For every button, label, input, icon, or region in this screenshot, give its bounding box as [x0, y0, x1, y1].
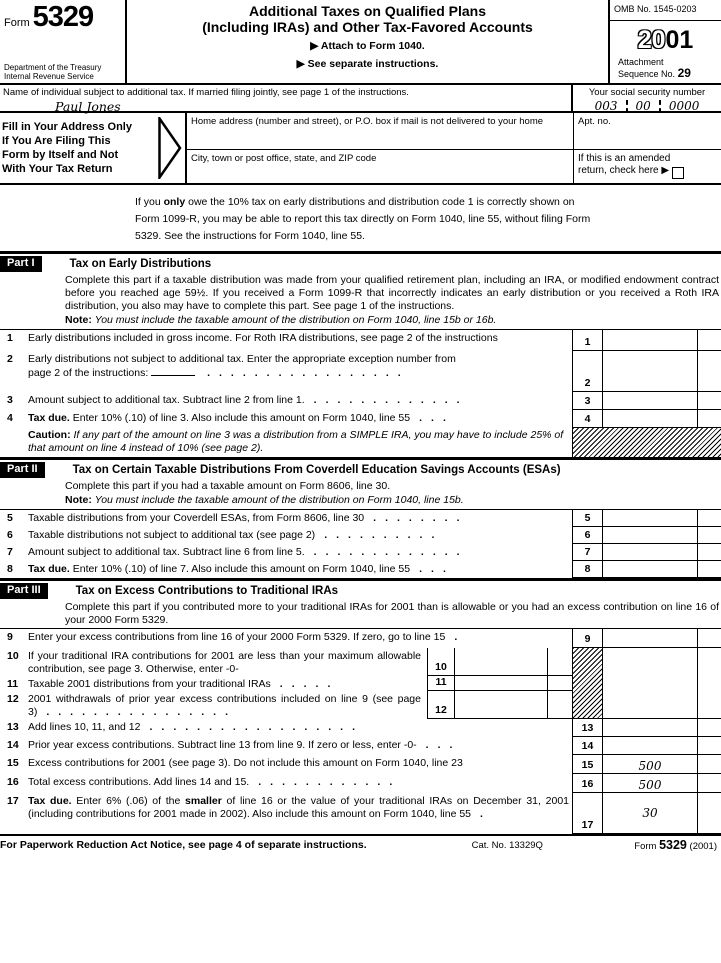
part2-header — [0, 457, 721, 479]
line-13-amount[interactable] — [602, 719, 697, 737]
line-8-amount[interactable] — [602, 561, 697, 578]
line-16-cents[interactable] — [697, 774, 721, 793]
line-1-row: 1 Early distributions included in gross income. For Roth IRA distributions, see page 2 of the instructions 1 — [0, 330, 721, 351]
part3-label: Part III — [0, 583, 48, 599]
form-title-line2: (Including IRAs) and Other Tax-Favored Accounts — [202, 19, 533, 35]
part3-lines — [0, 628, 721, 836]
name-label: Name of individual subject to additional tax. If married filing jointly, see page 1 of the instructions. — [3, 87, 409, 98]
line-3-cents[interactable] — [697, 392, 721, 410]
line-7-row: 7 Amount subject to additional tax. Subtract line 6 from line 5. ............. 7 — [0, 544, 721, 561]
caution-text: Caution: If any part of the amount on line 3 was a distribution from a SIMPLE IRA, you may have to include 25% of that amount on line 4 instead of 10% (see page 2). — [28, 429, 564, 454]
line-12-text: 2001 withdrawals of prior year excess contributions included on line 9 (see page 3) ................ — [28, 693, 421, 718]
line-4-cents[interactable] — [697, 410, 721, 428]
attachment-sequence: Attachment Sequence No. 29 — [618, 57, 691, 80]
line-11-amount[interactable] — [454, 676, 547, 691]
line-1-amount[interactable] — [602, 330, 697, 351]
form-title-line1: Additional Taxes on Qualified Plans — [248, 3, 486, 19]
form-word: Form — [4, 17, 30, 29]
right-arrow-icon — [158, 117, 182, 179]
lines-13-17 — [0, 719, 721, 836]
line-10-text: If your traditional IRA contributions for 2001 are less than your maximum allowable contribution, see page 3. Otherwise, enter -0- — [28, 650, 421, 675]
line-7-cents[interactable] — [697, 544, 721, 561]
form-title-block — [127, 0, 608, 83]
line-15-cents[interactable] — [697, 755, 721, 774]
shaded-area — [572, 428, 721, 457]
line-15-row: 15 Excess contributions for 2001 (see page 3). Do not include this amount on Form 1040, line 23 15 500 — [0, 755, 721, 774]
amended-return-area — [574, 150, 721, 183]
line-13-text: Add lines 10, 11, and 12 .................. — [28, 721, 364, 733]
ssn-value[interactable]: 003 00 0000 — [573, 100, 721, 113]
line-14-text: Prior year excess contributions. Subtract line 13 from line 9. If zero or less, enter -0- ... — [28, 739, 462, 751]
line-5-row: 5 Taxable distributions from your Coverdell ESAs, from Form 8606, line 30 ........ 5 — [0, 510, 721, 527]
line-4-amount[interactable] — [602, 410, 697, 428]
line-17-row: 17 Tax due. Enter 6% (.06) of the smaller of line 16 or the value of your traditional IRAs on December 31, 2001 (including contributions for 2001 made in 2002). Also include this amount on Form 1040, line 55 . 17 30 — [0, 793, 721, 834]
line-4-text: Tax due. Enter 10% (.10) of line 3. Also include this amount on Form 1040, line 55 ... — [28, 412, 455, 424]
line-8-cents[interactable] — [697, 561, 721, 578]
line-9-text: Enter your excess contributions from line 16 of your 2000 Form 5329. If zero, go to line 15 . — [28, 631, 467, 643]
apt-no-field[interactable]: Apt. no. — [574, 113, 721, 150]
name-ssn-row — [0, 85, 721, 113]
amended-return-label: If this is an amended return, check here ▶ — [578, 152, 671, 176]
intro-paragraph: If you only owe the 10% tax on early distributions and distribution code 1 is correctly shown on Form 1099-R, you may be able to report this tax directly on Form 1040, line 55, without filing Form 5329. See the instructions for Form 1040, line 55. — [135, 196, 591, 242]
paperwork-notice: For Paperwork Reduction Act Notice, see page 4 of separate instructions. — [0, 839, 367, 851]
line-5-text: Taxable distributions from your Coverdell ESAs, from Form 8606, line 30 ........ — [28, 512, 469, 524]
line-10-cents[interactable] — [547, 648, 572, 676]
line-3-amount[interactable] — [602, 392, 697, 410]
line-9-amount[interactable] — [602, 629, 697, 648]
name-field[interactable] — [0, 85, 573, 114]
form-header — [0, 0, 721, 85]
line-10-row: 10 If your traditional IRA contributions for 2001 are less than your maximum allowable contribution, see page 3. Otherwise, enter -0- 10 — [0, 648, 572, 676]
line-5-cents[interactable] — [697, 510, 721, 527]
line-2-row: 2 Early distributions not subject to additional tax. Enter the appropriate exception number from page 2 of the instructions: ................. 2 — [0, 351, 721, 392]
line-9-row: 9 Enter your excess contributions from line 16 of your 2000 Form 5329. If zero, go to line 15 . 9 — [0, 629, 721, 648]
sequence-number: 29 — [677, 66, 691, 80]
shaded-strip — [572, 648, 602, 719]
part1-title: Tax on Early Distributions — [69, 257, 212, 270]
part2-label: Part II — [0, 462, 45, 478]
line-2-amount[interactable] — [602, 351, 697, 392]
line-6-amount[interactable] — [602, 527, 697, 544]
line-16-amount[interactable]: 500 — [602, 774, 697, 793]
address-fields — [185, 113, 573, 183]
line-6-text: Taxable distributions not subject to additional tax (see page 2) .......... — [28, 529, 444, 541]
ssn-label: Your social security number — [588, 87, 706, 98]
year-outline: 20 — [637, 26, 666, 54]
part1-header — [0, 251, 721, 273]
form-footer — [0, 836, 721, 853]
line-11-text: Taxable 2001 distributions from your traditional IRAs ..... — [28, 678, 340, 690]
line-13-row: 13 Add lines 10, 11, and 12 .................. 13 — [0, 719, 721, 737]
line-13-cents[interactable] — [697, 719, 721, 737]
line-12-amount[interactable] — [454, 691, 547, 719]
line-6-cents[interactable] — [697, 527, 721, 544]
line-7-text: Amount subject to additional tax. Subtract line 6 from line 5. ............. — [28, 546, 469, 558]
part1-description: Complete this part if a taxable distribution was made from your qualified retirement plan, including an IRA, or modified endowment contract before you reached age 59½. If you received a Form 1099-R that incorrectly indicates an early distribution or you received a Roth IRA distribution, you also may have to complete this part. See page 1 of the instructions. — [65, 274, 719, 312]
part2-description: Complete this part if you had a taxable amount on Form 8606, line 30. — [65, 480, 391, 492]
line-12-row: 12 2001 withdrawals of prior year excess contributions included on line 9 (see page 3) ................ 12 — [0, 691, 572, 719]
line-3-text: Amount subject to additional tax. Subtract line 2 from line 1. ............. — [28, 394, 469, 406]
ssn-field[interactable] — [573, 85, 721, 111]
part1-label: Part I — [0, 256, 42, 272]
line-16-text: Total excess contributions. Add lines 14 and 15. ............ — [28, 776, 402, 788]
omb-number: OMB No. 1545-0203 — [610, 0, 721, 21]
line-2-text: Early distributions not subject to additional tax. Enter the appropriate exception number from page 2 of the instructions: ................. — [28, 353, 456, 379]
address-sidebar-text: Fill in Your Address Only If You Are Filing This Form by Itself and Not With Your Tax Return — [2, 121, 132, 175]
line-8-text: Tax due. Enter 10% (.10) of line 7. Also include this amount on Form 1040, line 55 ... — [28, 563, 455, 575]
line-12-cents[interactable] — [547, 691, 572, 719]
line-10-amount[interactable] — [454, 648, 547, 676]
line-17-text: Tax due. Enter 6% (.06) of the smaller of line 16 or the value of your traditional IRAs on December 31, 2001 (including contributions for 2001 made in 2002). Also include this amount on Form 1040, line 55 . — [28, 795, 569, 820]
line-15-amount[interactable]: 500 — [602, 755, 697, 774]
part2-title: Tax on Certain Taxable Distributions From Coverdell Education Savings Accounts (ESAs) — [72, 463, 561, 476]
part1-lines — [0, 329, 721, 457]
line-2-cents[interactable] — [697, 351, 721, 392]
address-block — [0, 113, 721, 185]
line-17-amount[interactable]: 30 — [602, 793, 697, 834]
omb-block — [608, 0, 721, 83]
part3-description: Complete this part if you contributed more to your traditional IRAs for 2001 than is allowable or you had an excess contribution on line 16 of your 2000 Form 5329. — [65, 601, 719, 626]
lines-10-12-region — [0, 648, 721, 719]
attach-note: ▶ Attach to Form 1040. — [310, 40, 425, 52]
line-14-amount[interactable] — [602, 737, 697, 755]
footer-form-number: Form 5329 (2001) — [634, 838, 717, 852]
home-address-field[interactable]: Home address (number and street), or P.O. box if mail is not delivered to your home — [187, 113, 573, 150]
catalog-number: Cat. No. 13329Q — [471, 840, 543, 851]
line-7-amount[interactable] — [602, 544, 697, 561]
open-amount-box — [602, 648, 697, 719]
line-6-row: 6 Taxable distributions not subject to additional tax (see page 2) .......... 6 — [0, 527, 721, 544]
line-17-cents[interactable] — [697, 793, 721, 834]
line-8-row: 8 Tax due. Enter 10% (.10) of line 7. Also include this amount on Form 1040, line 55 ... 8 — [0, 561, 721, 578]
form-number: 5329 — [32, 1, 94, 33]
lines-10-12-left — [0, 648, 572, 719]
department-lines: Department of the Treasury Internal Revenue Service — [4, 63, 102, 81]
form-id-block — [0, 0, 127, 83]
amended-return-checkbox[interactable] — [672, 167, 684, 179]
line-1-text: Early distributions included in gross income. For Roth IRA distributions, see page 2 of the instructions — [28, 332, 498, 344]
line-9-cents[interactable] — [697, 629, 721, 648]
part2-note: Note: You must include the taxable amount of the distribution on Form 1040, line 15b. — [65, 494, 464, 506]
apt-amended-column — [573, 113, 721, 183]
city-state-zip-field[interactable]: City, town or post office, state, and ZIP code — [191, 153, 377, 165]
line-5-amount[interactable] — [602, 510, 697, 527]
part3-title: Tax on Excess Contributions to Traditional IRAs — [75, 584, 339, 597]
open-cents-box — [697, 648, 721, 719]
line-3-row: 3 Amount subject to additional tax. Subtract line 2 from line 1. ............. 3 — [0, 392, 721, 410]
line-15-text: Excess contributions for 2001 (see page 3). Do not include this amount on Form 1040, line 23 — [28, 757, 463, 769]
see-instructions-note: ▶ See separate instructions. — [296, 58, 439, 70]
line-11-row: 11 Taxable 2001 distributions from your traditional IRAs ..... 11 — [0, 676, 572, 691]
line-16-row: 16 Total excess contributions. Add lines 14 and 15. ............ 16 500 — [0, 774, 721, 793]
line-4-row: 4 Tax due. Enter 10% (.10) of line 3. Also include this amount on Form 1040, line 55 ... 4 — [0, 410, 721, 428]
line-14-cents[interactable] — [697, 737, 721, 755]
part1-note: Note: You must include the taxable amount of the distribution on Form 1040, line 15b or 16b. — [65, 314, 497, 326]
caution-row — [0, 428, 721, 457]
year-solid: 01 — [665, 26, 694, 54]
tax-year — [610, 27, 721, 53]
exception-number-blank[interactable] — [151, 366, 195, 376]
name-value[interactable]: Paul Jones — [55, 99, 121, 114]
part2-lines — [0, 509, 721, 578]
address-sidebar — [0, 113, 185, 183]
line-1-cents[interactable] — [697, 330, 721, 351]
part3-header — [0, 578, 721, 600]
line-11-cents[interactable] — [547, 676, 572, 691]
line-14-row: 14 Prior year excess contributions. Subtract line 13 from line 9. If zero or less, enter -0- ... 14 — [0, 737, 721, 755]
lines-10-12-right — [572, 648, 721, 719]
